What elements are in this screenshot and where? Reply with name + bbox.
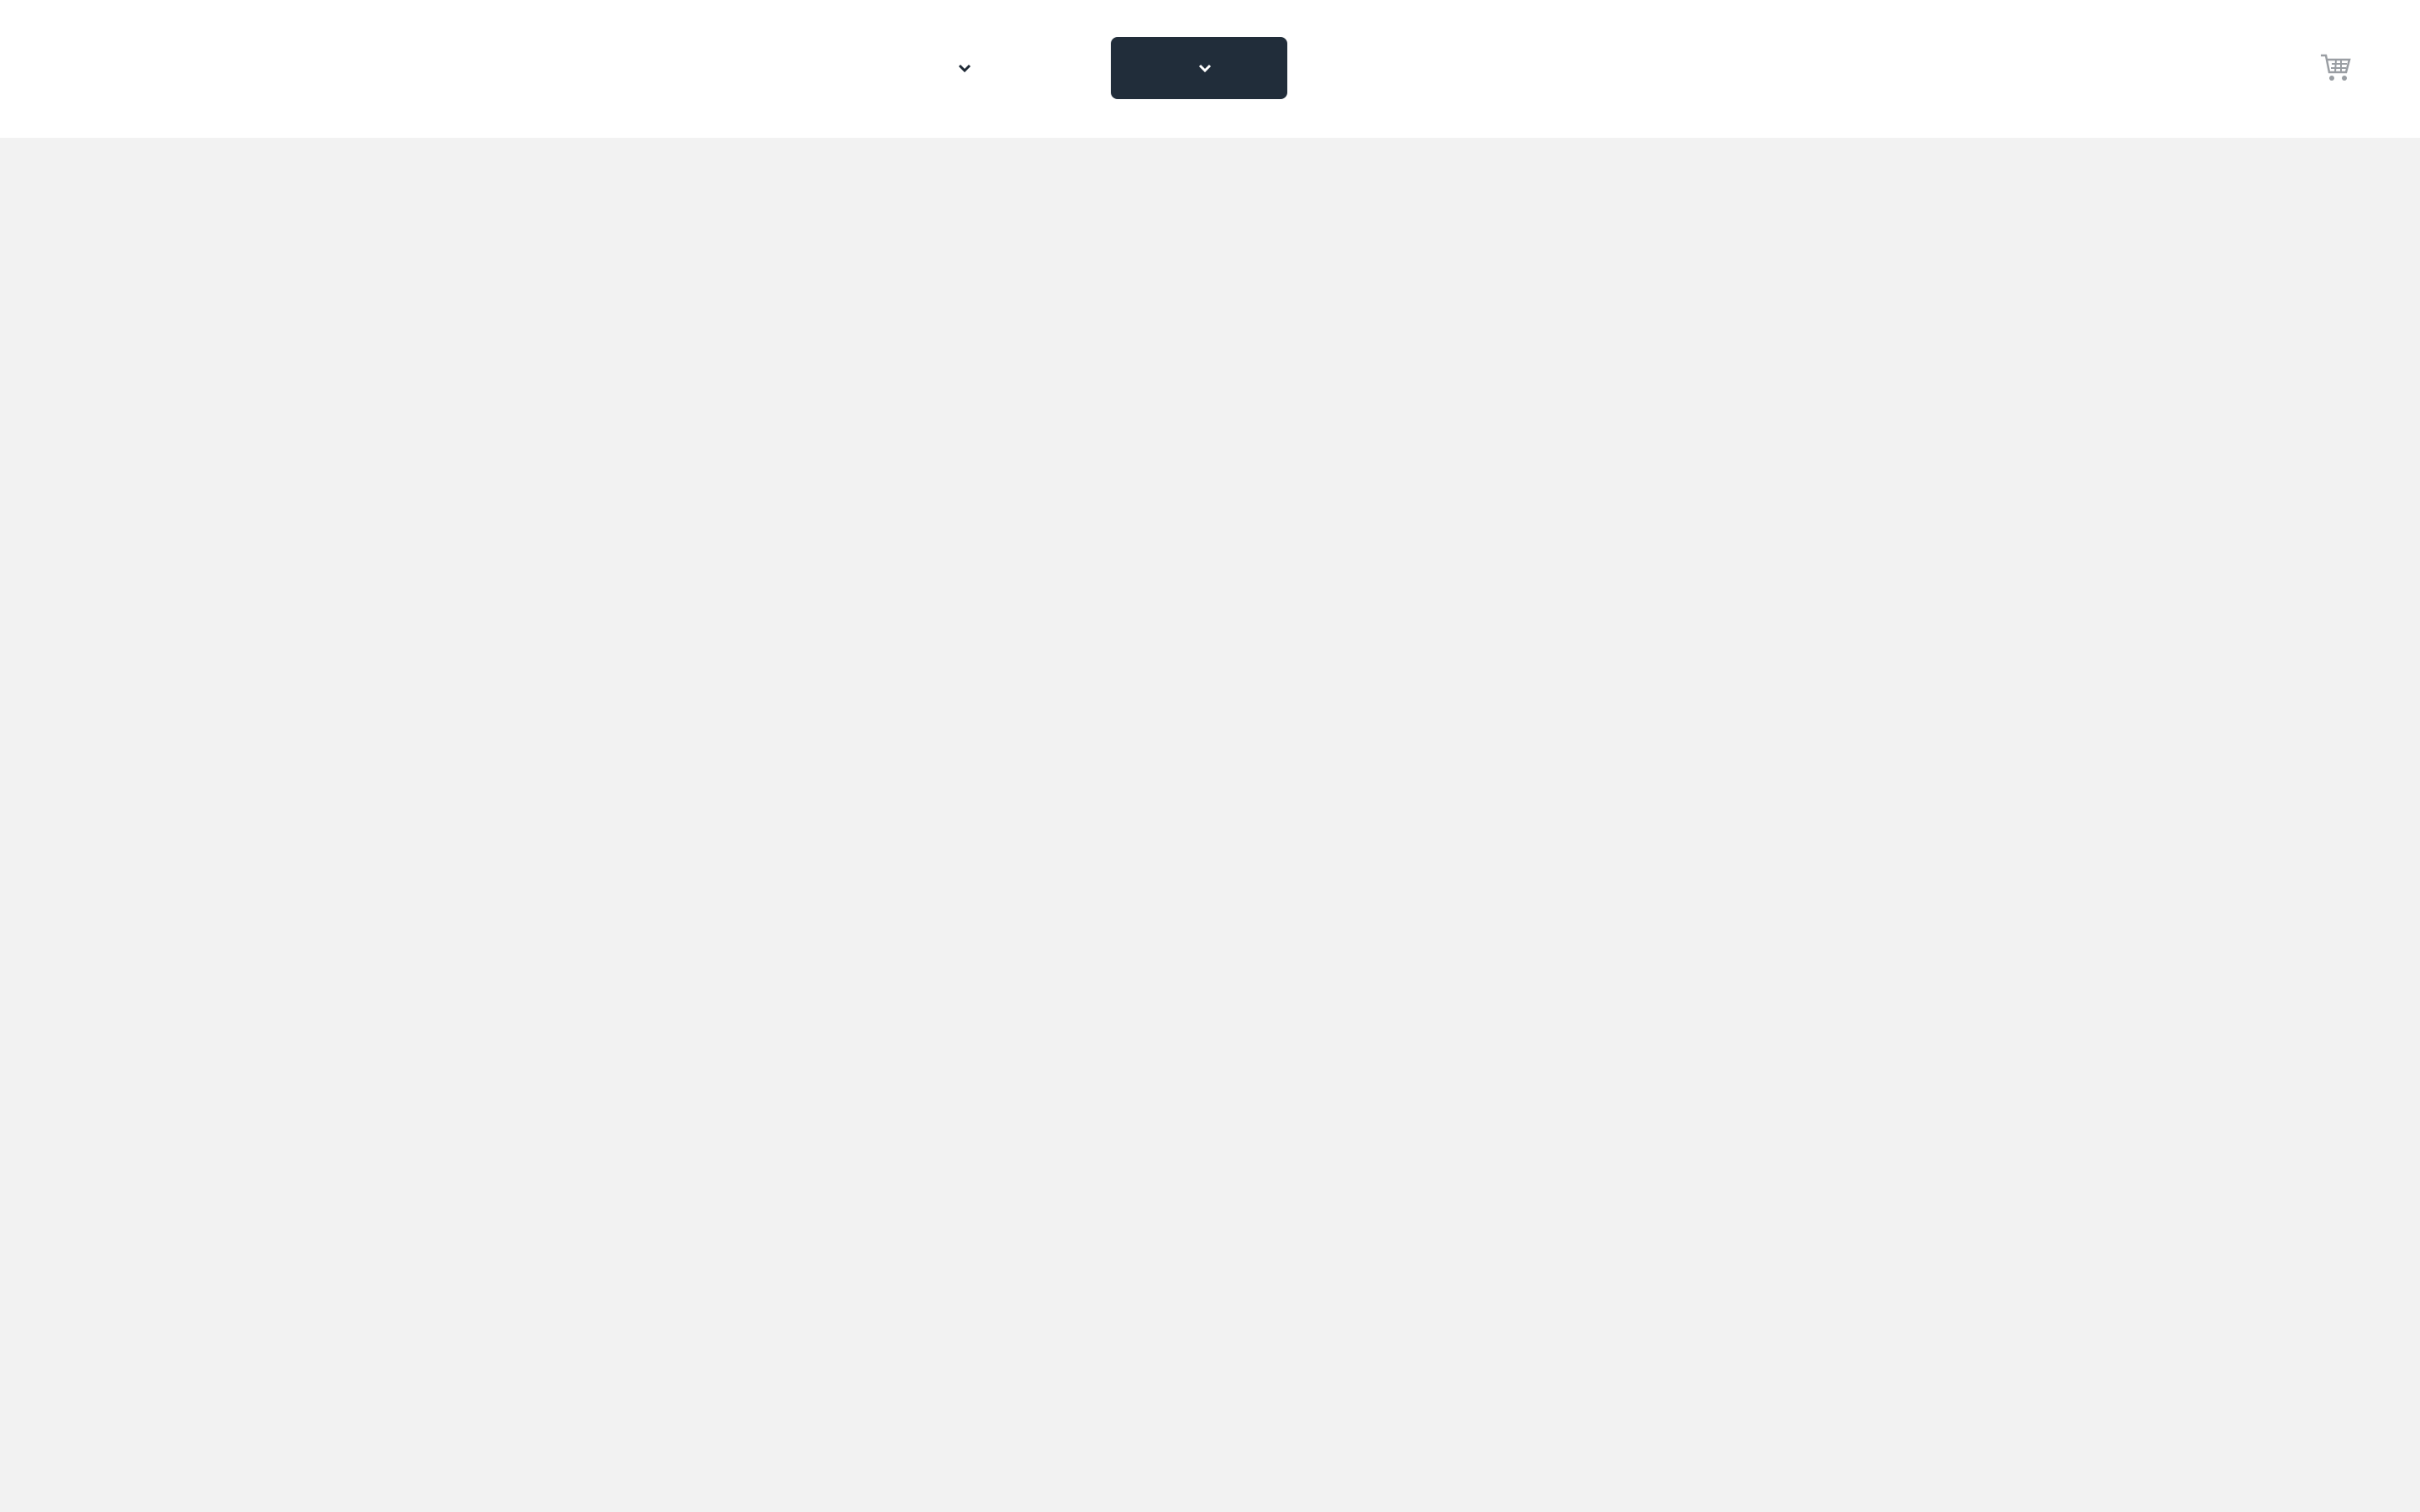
- bit-depth-steps-illustration: [793, 507, 1627, 1070]
- main-nav: [0, 37, 2420, 99]
- bit-depth-steps-illustration-2: [793, 1411, 1627, 1512]
- cart-icon[interactable]: [2319, 52, 2353, 84]
- nav-about[interactable]: [1111, 37, 1287, 99]
- nav-shop[interactable]: [944, 37, 973, 99]
- chevron-down-icon: [956, 60, 973, 76]
- chevron-down-icon: [1197, 60, 1213, 76]
- site-header: [0, 0, 2420, 138]
